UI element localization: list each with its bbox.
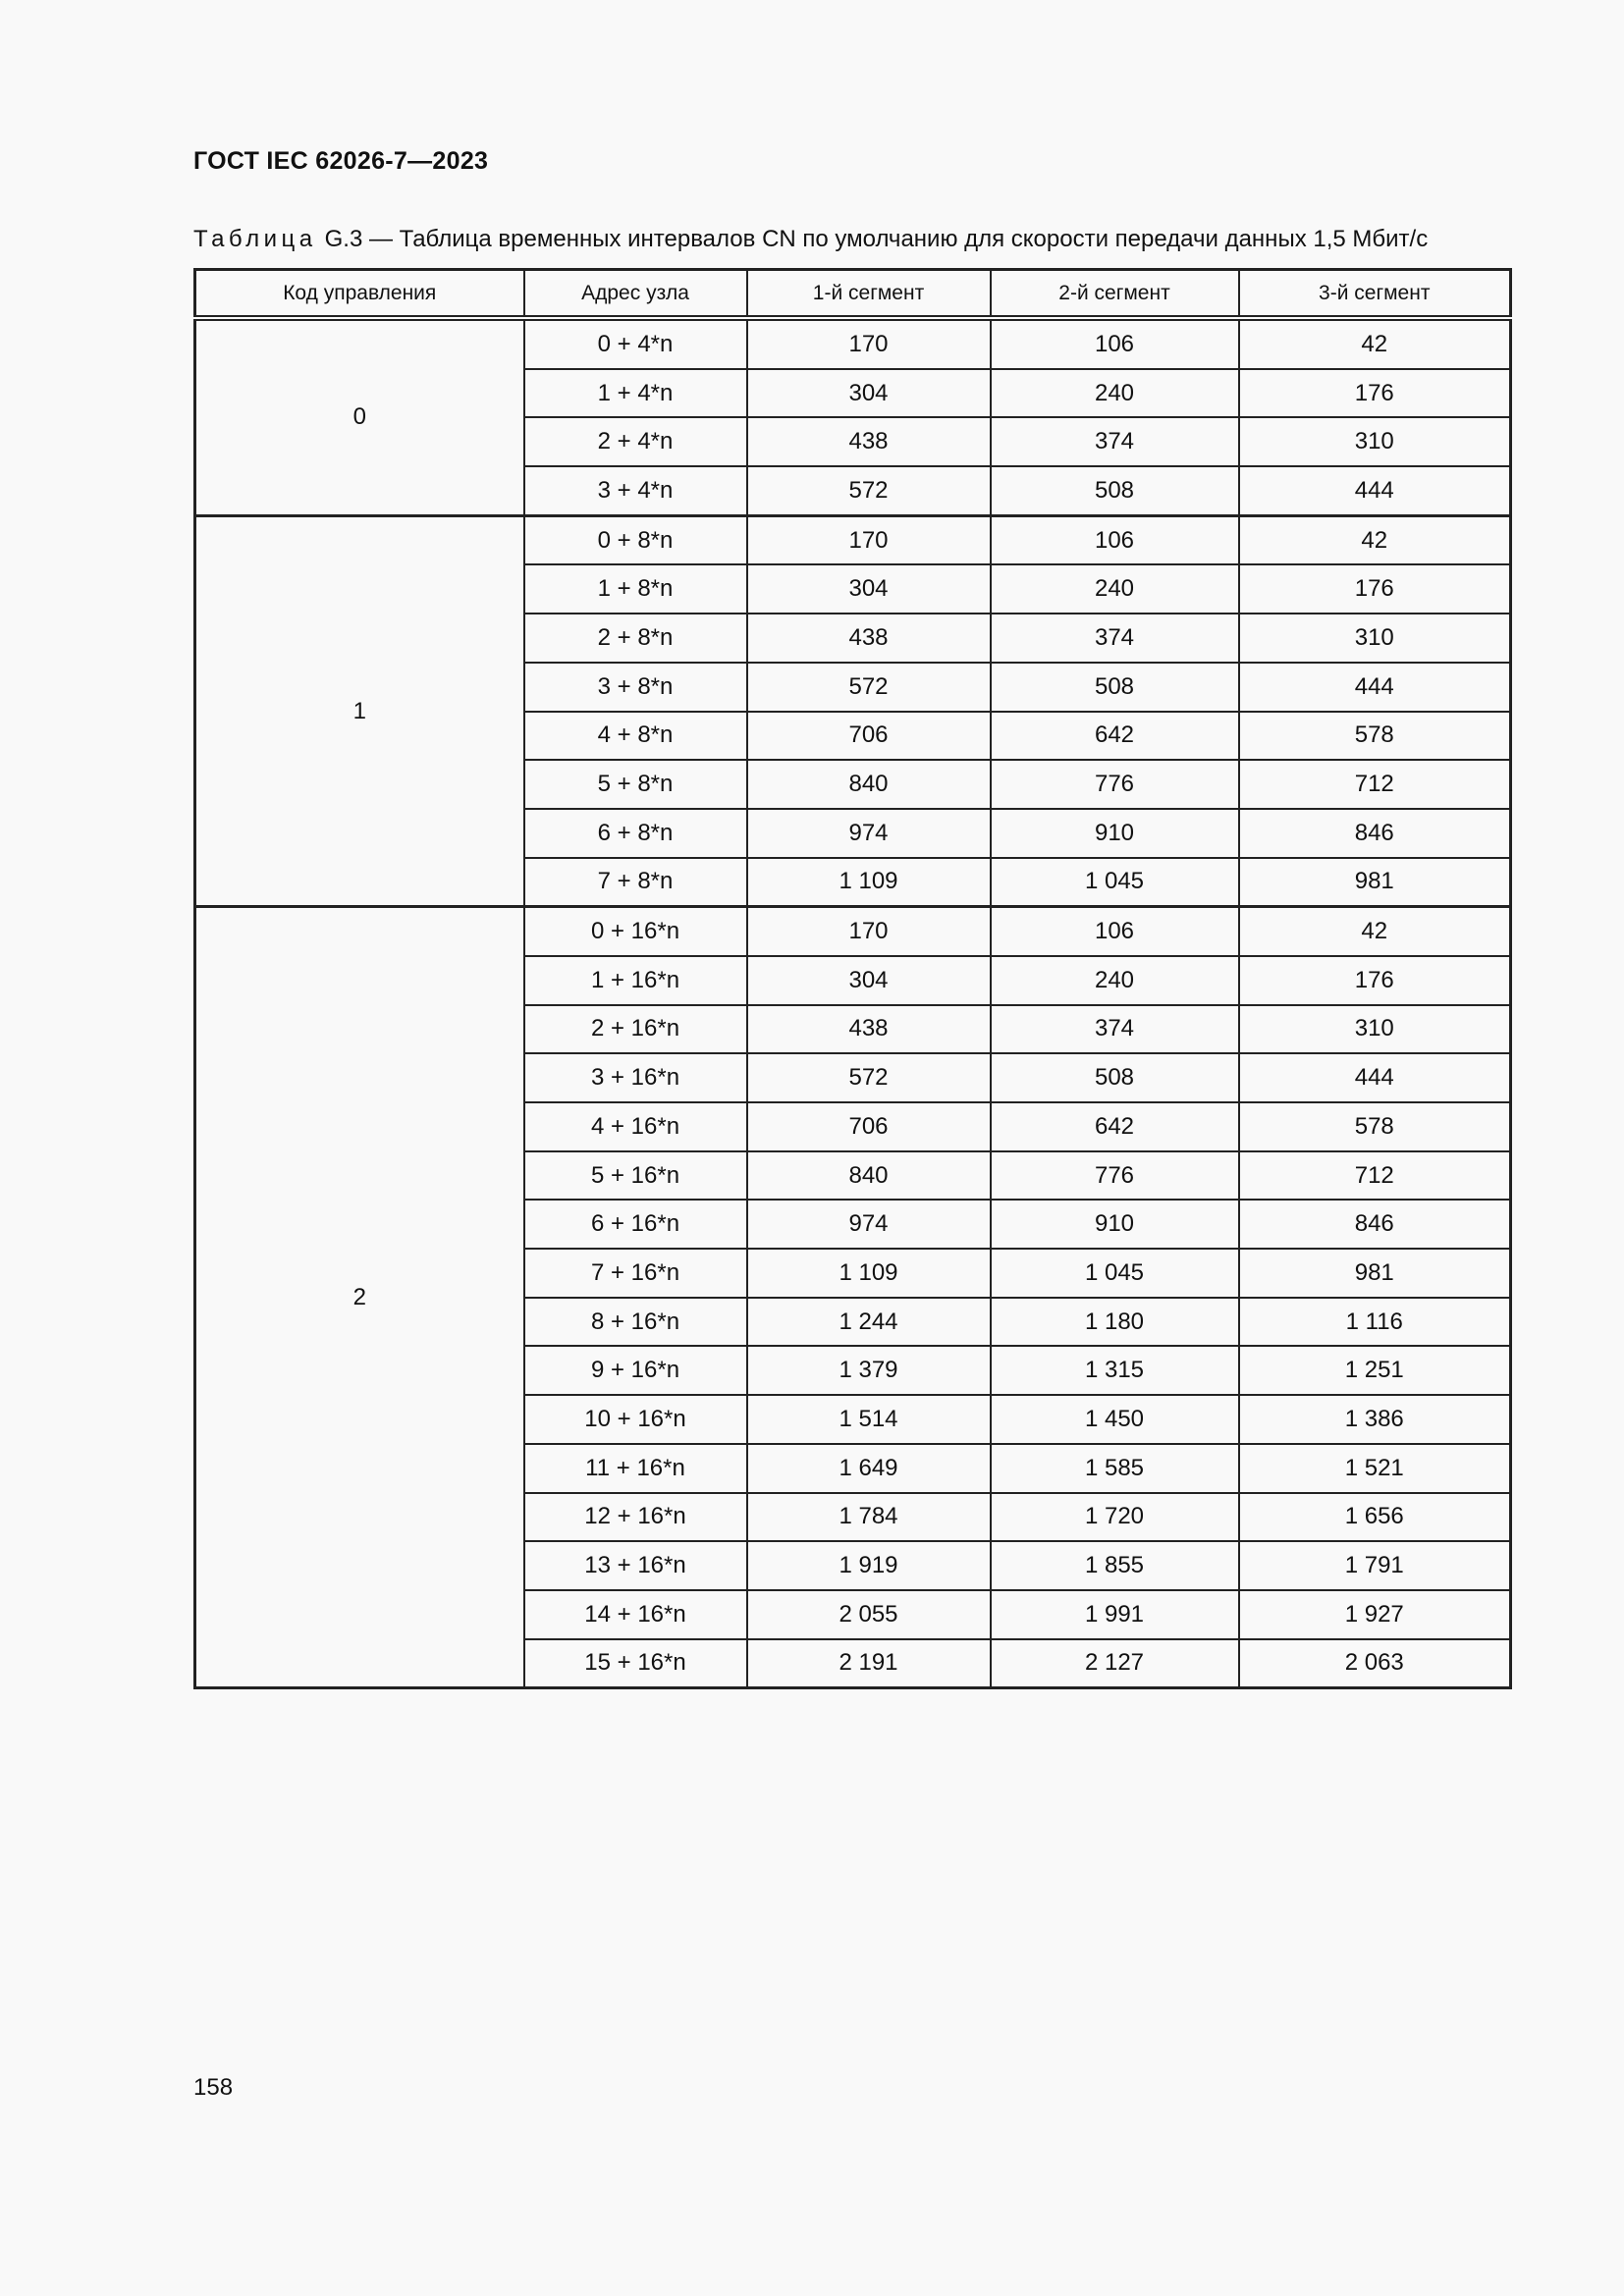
cell-segment-1: 1 109 (747, 1249, 991, 1298)
cell-segment-2: 1 045 (991, 858, 1239, 907)
cell-node-address: 12 + 16*n (524, 1493, 747, 1542)
table-caption-text: G.3 — Таблица временных интервалов CN по умолчанию для скорости передачи данных 1,5 Мбит/с (324, 226, 1429, 252)
cell-node-address: 0 + 4*n (524, 318, 747, 369)
table-body (195, 318, 1511, 1688)
cell-segment-3: 578 (1239, 1102, 1511, 1151)
cell-segment-3: 444 (1239, 466, 1511, 515)
cell-segment-3: 2 063 (1239, 1639, 1511, 1688)
cell-segment-1: 572 (747, 466, 991, 515)
cell-node-address: 7 + 16*n (524, 1249, 747, 1298)
cell-node-address: 0 + 8*n (524, 515, 747, 564)
cell-segment-2: 106 (991, 318, 1239, 369)
cell-segment-3: 712 (1239, 760, 1511, 809)
cell-segment-1: 438 (747, 1005, 991, 1054)
cell-segment-2: 374 (991, 417, 1239, 466)
cell-segment-3: 176 (1239, 369, 1511, 418)
cell-segment-2: 374 (991, 1005, 1239, 1054)
cell-segment-3: 42 (1239, 318, 1511, 369)
cell-node-address: 8 + 16*n (524, 1298, 747, 1347)
cell-segment-3: 444 (1239, 663, 1511, 712)
cell-node-address: 6 + 16*n (524, 1200, 747, 1249)
cell-node-address: 5 + 8*n (524, 760, 747, 809)
cell-control-code: 0 (195, 318, 524, 515)
column-header-node-address: Адрес узла (524, 270, 747, 319)
cell-segment-1: 2 191 (747, 1639, 991, 1688)
cell-segment-1: 1 919 (747, 1541, 991, 1590)
table-header-row (195, 270, 1511, 319)
cell-segment-2: 106 (991, 515, 1239, 564)
cell-segment-1: 974 (747, 1200, 991, 1249)
cell-segment-2: 106 (991, 907, 1239, 956)
cell-segment-3: 1 927 (1239, 1590, 1511, 1639)
cell-node-address: 3 + 8*n (524, 663, 747, 712)
cell-node-address: 3 + 4*n (524, 466, 747, 515)
cell-node-address: 4 + 8*n (524, 712, 747, 761)
cell-segment-3: 846 (1239, 809, 1511, 858)
cell-control-code: 2 (195, 907, 524, 1688)
cell-segment-3: 176 (1239, 956, 1511, 1005)
cell-segment-3: 846 (1239, 1200, 1511, 1249)
cell-segment-3: 310 (1239, 417, 1511, 466)
cell-segment-2: 1 991 (991, 1590, 1239, 1639)
cell-node-address: 2 + 4*n (524, 417, 747, 466)
cell-node-address: 11 + 16*n (524, 1444, 747, 1493)
cell-segment-1: 706 (747, 712, 991, 761)
cell-segment-1: 1 244 (747, 1298, 991, 1347)
cell-segment-1: 438 (747, 417, 991, 466)
cell-segment-3: 42 (1239, 907, 1511, 956)
cell-node-address: 1 + 8*n (524, 564, 747, 614)
cell-segment-2: 1 855 (991, 1541, 1239, 1590)
cell-segment-2: 240 (991, 564, 1239, 614)
cell-segment-2: 910 (991, 1200, 1239, 1249)
cell-node-address: 1 + 16*n (524, 956, 747, 1005)
table-row (195, 318, 1511, 369)
cell-node-address: 7 + 8*n (524, 858, 747, 907)
cell-segment-1: 438 (747, 614, 991, 663)
cell-segment-1: 572 (747, 663, 991, 712)
cell-segment-1: 840 (747, 1151, 991, 1201)
cell-segment-2: 776 (991, 1151, 1239, 1201)
cell-segment-2: 1 180 (991, 1298, 1239, 1347)
cell-segment-3: 310 (1239, 614, 1511, 663)
cell-node-address: 1 + 4*n (524, 369, 747, 418)
cell-node-address: 5 + 16*n (524, 1151, 747, 1201)
cell-segment-1: 706 (747, 1102, 991, 1151)
cell-segment-1: 974 (747, 809, 991, 858)
page-number: 158 (193, 2074, 234, 2101)
table-row (195, 907, 1511, 956)
cell-segment-2: 642 (991, 712, 1239, 761)
cell-node-address: 3 + 16*n (524, 1053, 747, 1102)
cell-segment-1: 170 (747, 907, 991, 956)
cell-segment-3: 712 (1239, 1151, 1511, 1201)
cell-segment-1: 170 (747, 515, 991, 564)
cell-segment-1: 1 379 (747, 1346, 991, 1395)
cell-segment-1: 304 (747, 956, 991, 1005)
cell-node-address: 6 + 8*n (524, 809, 747, 858)
cell-segment-3: 1 116 (1239, 1298, 1511, 1347)
cell-segment-3: 176 (1239, 564, 1511, 614)
cell-segment-1: 1 109 (747, 858, 991, 907)
cell-node-address: 9 + 16*n (524, 1346, 747, 1395)
cell-segment-3: 1 386 (1239, 1395, 1511, 1444)
cell-segment-2: 240 (991, 956, 1239, 1005)
cell-node-address: 4 + 16*n (524, 1102, 747, 1151)
cell-segment-3: 578 (1239, 712, 1511, 761)
cell-segment-2: 508 (991, 663, 1239, 712)
cell-node-address: 13 + 16*n (524, 1541, 747, 1590)
cell-segment-1: 1 649 (747, 1444, 991, 1493)
cell-segment-2: 240 (991, 369, 1239, 418)
cell-segment-2: 1 720 (991, 1493, 1239, 1542)
cell-segment-2: 508 (991, 466, 1239, 515)
cell-segment-2: 776 (991, 760, 1239, 809)
cell-segment-3: 310 (1239, 1005, 1511, 1054)
cell-segment-2: 1 585 (991, 1444, 1239, 1493)
cell-segment-1: 840 (747, 760, 991, 809)
cell-segment-3: 1 656 (1239, 1493, 1511, 1542)
cell-segment-3: 981 (1239, 858, 1511, 907)
cell-segment-1: 1 784 (747, 1493, 991, 1542)
cell-segment-3: 1 791 (1239, 1541, 1511, 1590)
cell-segment-2: 1 315 (991, 1346, 1239, 1395)
cell-node-address: 15 + 16*n (524, 1639, 747, 1688)
cell-segment-1: 572 (747, 1053, 991, 1102)
cell-segment-3: 42 (1239, 515, 1511, 564)
cell-segment-1: 170 (747, 318, 991, 369)
cell-segment-2: 508 (991, 1053, 1239, 1102)
cell-segment-1: 1 514 (747, 1395, 991, 1444)
document-header: ГОСТ IEC 62026-7—2023 (193, 147, 489, 175)
cell-segment-3: 1 251 (1239, 1346, 1511, 1395)
cell-segment-2: 2 127 (991, 1639, 1239, 1688)
timing-table (193, 268, 1512, 1689)
cell-control-code: 1 (195, 515, 524, 907)
table-row (195, 515, 1511, 564)
cell-node-address: 2 + 16*n (524, 1005, 747, 1054)
cell-segment-2: 1 045 (991, 1249, 1239, 1298)
column-header-segment-1: 1-й сегмент (747, 270, 991, 319)
cell-node-address: 10 + 16*n (524, 1395, 747, 1444)
column-header-control-code: Код управления (195, 270, 524, 319)
column-header-segment-2: 2-й сегмент (991, 270, 1239, 319)
cell-segment-2: 910 (991, 809, 1239, 858)
cell-segment-3: 981 (1239, 1249, 1511, 1298)
cell-node-address: 2 + 8*n (524, 614, 747, 663)
cell-segment-3: 1 521 (1239, 1444, 1511, 1493)
column-header-segment-3: 3-й сегмент (1239, 270, 1511, 319)
cell-segment-1: 304 (747, 369, 991, 418)
cell-segment-2: 374 (991, 614, 1239, 663)
cell-segment-1: 304 (747, 564, 991, 614)
table-caption (193, 226, 1428, 253)
cell-node-address: 0 + 16*n (524, 907, 747, 956)
cell-segment-2: 642 (991, 1102, 1239, 1151)
cell-segment-3: 444 (1239, 1053, 1511, 1102)
cell-node-address: 14 + 16*n (524, 1590, 747, 1639)
table-caption-label: Таблица (193, 226, 317, 252)
cell-segment-1: 2 055 (747, 1590, 991, 1639)
cell-segment-2: 1 450 (991, 1395, 1239, 1444)
